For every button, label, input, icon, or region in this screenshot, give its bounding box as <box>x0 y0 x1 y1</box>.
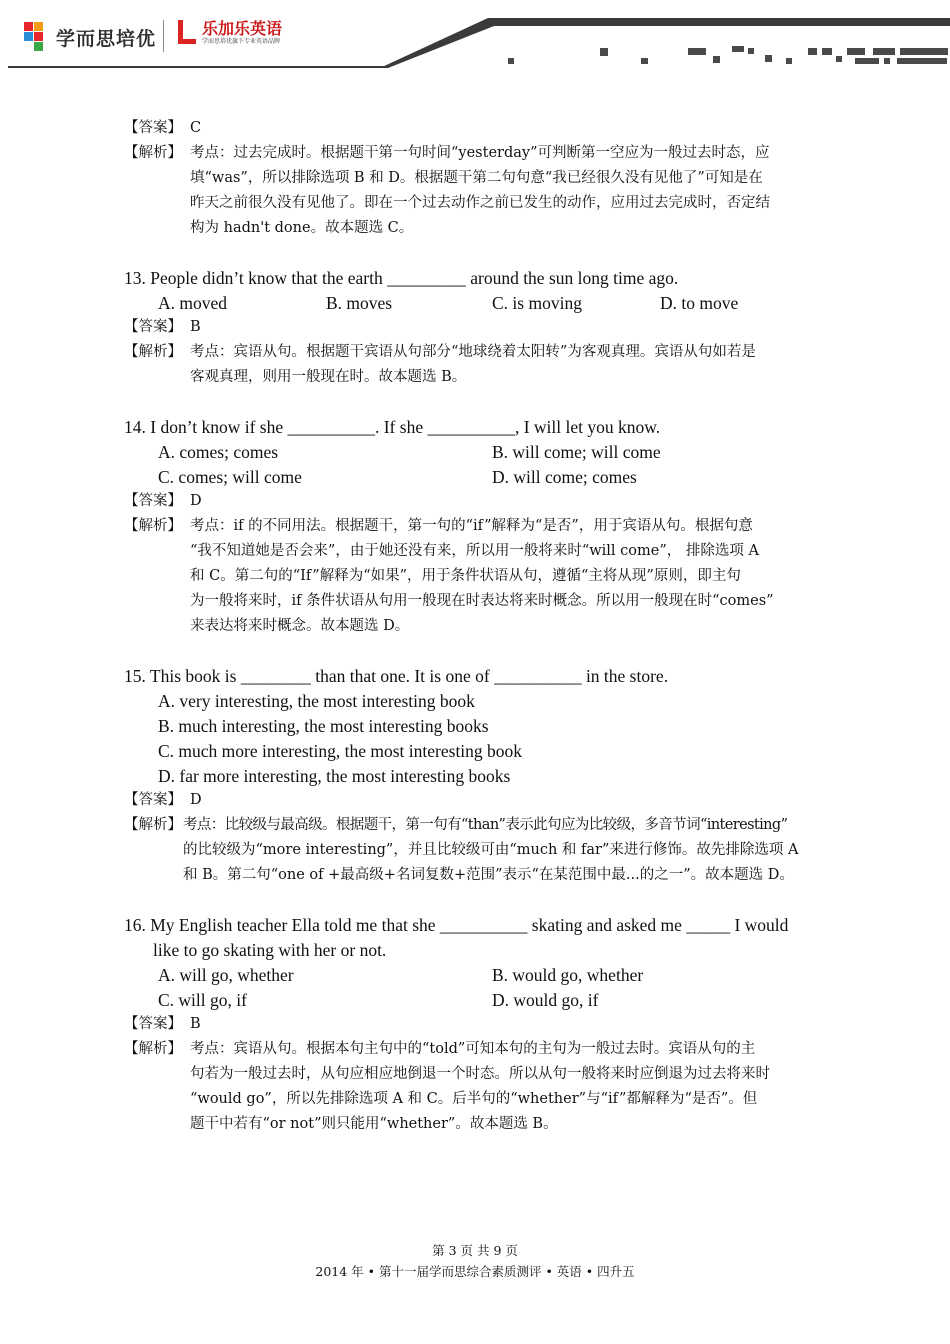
q16-option-a: A. will go, whether <box>158 965 294 985</box>
q13-explanation-line: 考点：宾语从句。根据题干宾语从句部分“地球绕着太阳转”为客观真理。宾语从句如若是 <box>190 344 756 360</box>
q14-explanation-label: 【解析】 <box>124 518 182 534</box>
q14-answer-label: 【答案】 <box>124 493 182 509</box>
q14-explanation-line: 和 C。第二句的“If”解释为“如果”，用于条件状语从句，遵循“主将从现”原则，即主句 <box>190 568 741 584</box>
footer-title: 2014 年 • 第十一届学而思综合素质测评 • 英语 • 四升五 <box>315 1264 635 1279</box>
q15-explanation-label: 【解析】 <box>124 817 182 833</box>
q13-answer-label: 【答案】 <box>124 319 182 335</box>
q16-stem-continued: like to go skating with her or not. <box>153 940 387 960</box>
q15-stem: 15. This book is ________ than that one. It is one of __________ in the store. <box>124 666 669 686</box>
q13-explanation-label: 【解析】 <box>124 344 182 360</box>
lejiale-logo-text: 乐加乐英语 <box>202 19 283 38</box>
q15-answer-label: 【答案】 <box>124 792 182 808</box>
q15-option-b: B. much interesting, the most interesting books <box>158 716 489 736</box>
header-banner <box>0 0 950 75</box>
q13-option-d: D. to move <box>660 293 739 313</box>
q16-explanation-label: 【解析】 <box>124 1041 182 1057</box>
page-number: 第 3 页 共 9 页 <box>432 1243 518 1258</box>
q14-explanation-line: “我不知道她是否会来”，由于她还没有来，所以用一般将来时“will come”， 排除选项 A <box>190 543 759 559</box>
q16-answer-label: 【答案】 <box>124 1016 182 1032</box>
q12-explanation-line: 考点：过去完成时。根据题干第一句时间“yesterday”可判断第一空应为一般过去时态，应 <box>190 145 770 161</box>
q12-answer: C <box>190 120 202 136</box>
q13-option-c: C. is moving <box>492 293 582 313</box>
header-rule <box>8 66 388 68</box>
q12-explanation-line: 昨天之前很久没有见他了。即在一个过去动作之前已发生的动作，应用过去完成时，否定结 <box>190 195 770 211</box>
q15-option-a: A. very interesting, the most interesting book <box>158 691 475 711</box>
q14-explanation-line: 为一般将来时，if 条件状语从句用一般现在时表达将来时概念。所以用一般现在时“comes” <box>190 593 774 609</box>
q13-option-b: B. moves <box>326 293 393 313</box>
q16-option-b: B. would go, whether <box>492 965 644 985</box>
q16-explanation-line: 考点：宾语从句。根据本句主句中的“told”可知本句的主句为一般过去时。宾语从句的主 <box>190 1041 756 1057</box>
q15-explanation-line: 和 B。第二句“one of +最高级+名词复数+范围”表示“在某范围中最...的之一”。故本题选 D。 <box>183 867 794 883</box>
q15-explanation-line: 的比较级为“more interesting”，并且比较级可由“much 和 far”来进行修饰。故先排除选项 A <box>183 842 799 858</box>
q16-option-c: C. will go, if <box>158 990 247 1010</box>
header-pixel-pattern <box>508 46 948 64</box>
q14-option-b: B. will come; will come <box>492 442 661 462</box>
q16-stem: 16. My English teacher Ella told me that she __________ skating and asked me _____ I would <box>124 915 789 935</box>
q16-explanation-line: 题干中若有“or not”则只能用“whether”。故本题选 B。 <box>190 1116 558 1132</box>
q12-explanation-line: 构为 hadn't done。故本题选 C。 <box>190 220 414 236</box>
q16-option-d: D. would go, if <box>492 990 599 1010</box>
q15-option-c: C. much more interesting, the most interesting book <box>158 741 523 761</box>
q14-option-c: C. comes; will come <box>158 467 302 487</box>
q15-answer: D <box>190 792 202 808</box>
q12-answer-label: 【答案】 <box>124 120 182 136</box>
q12-explanation-line: 填“was”，所以排除选项 B 和 D。根据题干第二句句意“我已经很久没有见他了”可知是在 <box>190 170 763 186</box>
q13-stem: 13. People didn’t know that the earth _________ around the sun long time ago. <box>124 268 679 288</box>
q14-answer: D <box>190 493 202 509</box>
q12-explanation-label: 【解析】 <box>124 145 182 161</box>
lejiale-logo-subtitle: 学而思培优旗下专业英语品牌 <box>202 38 281 45</box>
q14-option-a: A. comes; comes <box>158 442 279 462</box>
q14-explanation-line: 考点：if 的不同用法。根据题干，第一句的“if”解释为“是否”，用于宾语从句。根据句意 <box>190 518 753 534</box>
q14-stem: 14. I don’t know if she __________. If she __________, I will let you know. <box>124 417 661 437</box>
q16-explanation-line: 句若为一般过去时，从句应相应地倒退一个时态。所以从句一般将来时应倒退为过去将来时 <box>190 1066 770 1082</box>
q15-option-d: D. far more interesting, the most interesting books <box>158 766 511 786</box>
q14-explanation-line: 来表达将来时概念。故本题选 D。 <box>190 618 410 634</box>
q13-option-a: A. moved <box>158 293 228 313</box>
q13-answer: B <box>190 319 201 335</box>
q16-explanation-line: “would go”，所以先排除选项 A 和 C。后半句的“whether”与“if”都解释为“是否”。但 <box>190 1091 758 1107</box>
q16-answer: B <box>190 1016 201 1032</box>
q15-explanation-line: 考点：比较级与最高级。根据题干，第一句有“than”表示此句应为比较级，多音节词“interesting” <box>183 817 788 833</box>
q13-explanation-line: 客观真理，则用一般现在时。故本题选 B。 <box>190 369 467 385</box>
q14-option-d: D. will come; comes <box>492 467 637 487</box>
xueersi-logo-text: 学而思培优 <box>56 27 157 50</box>
